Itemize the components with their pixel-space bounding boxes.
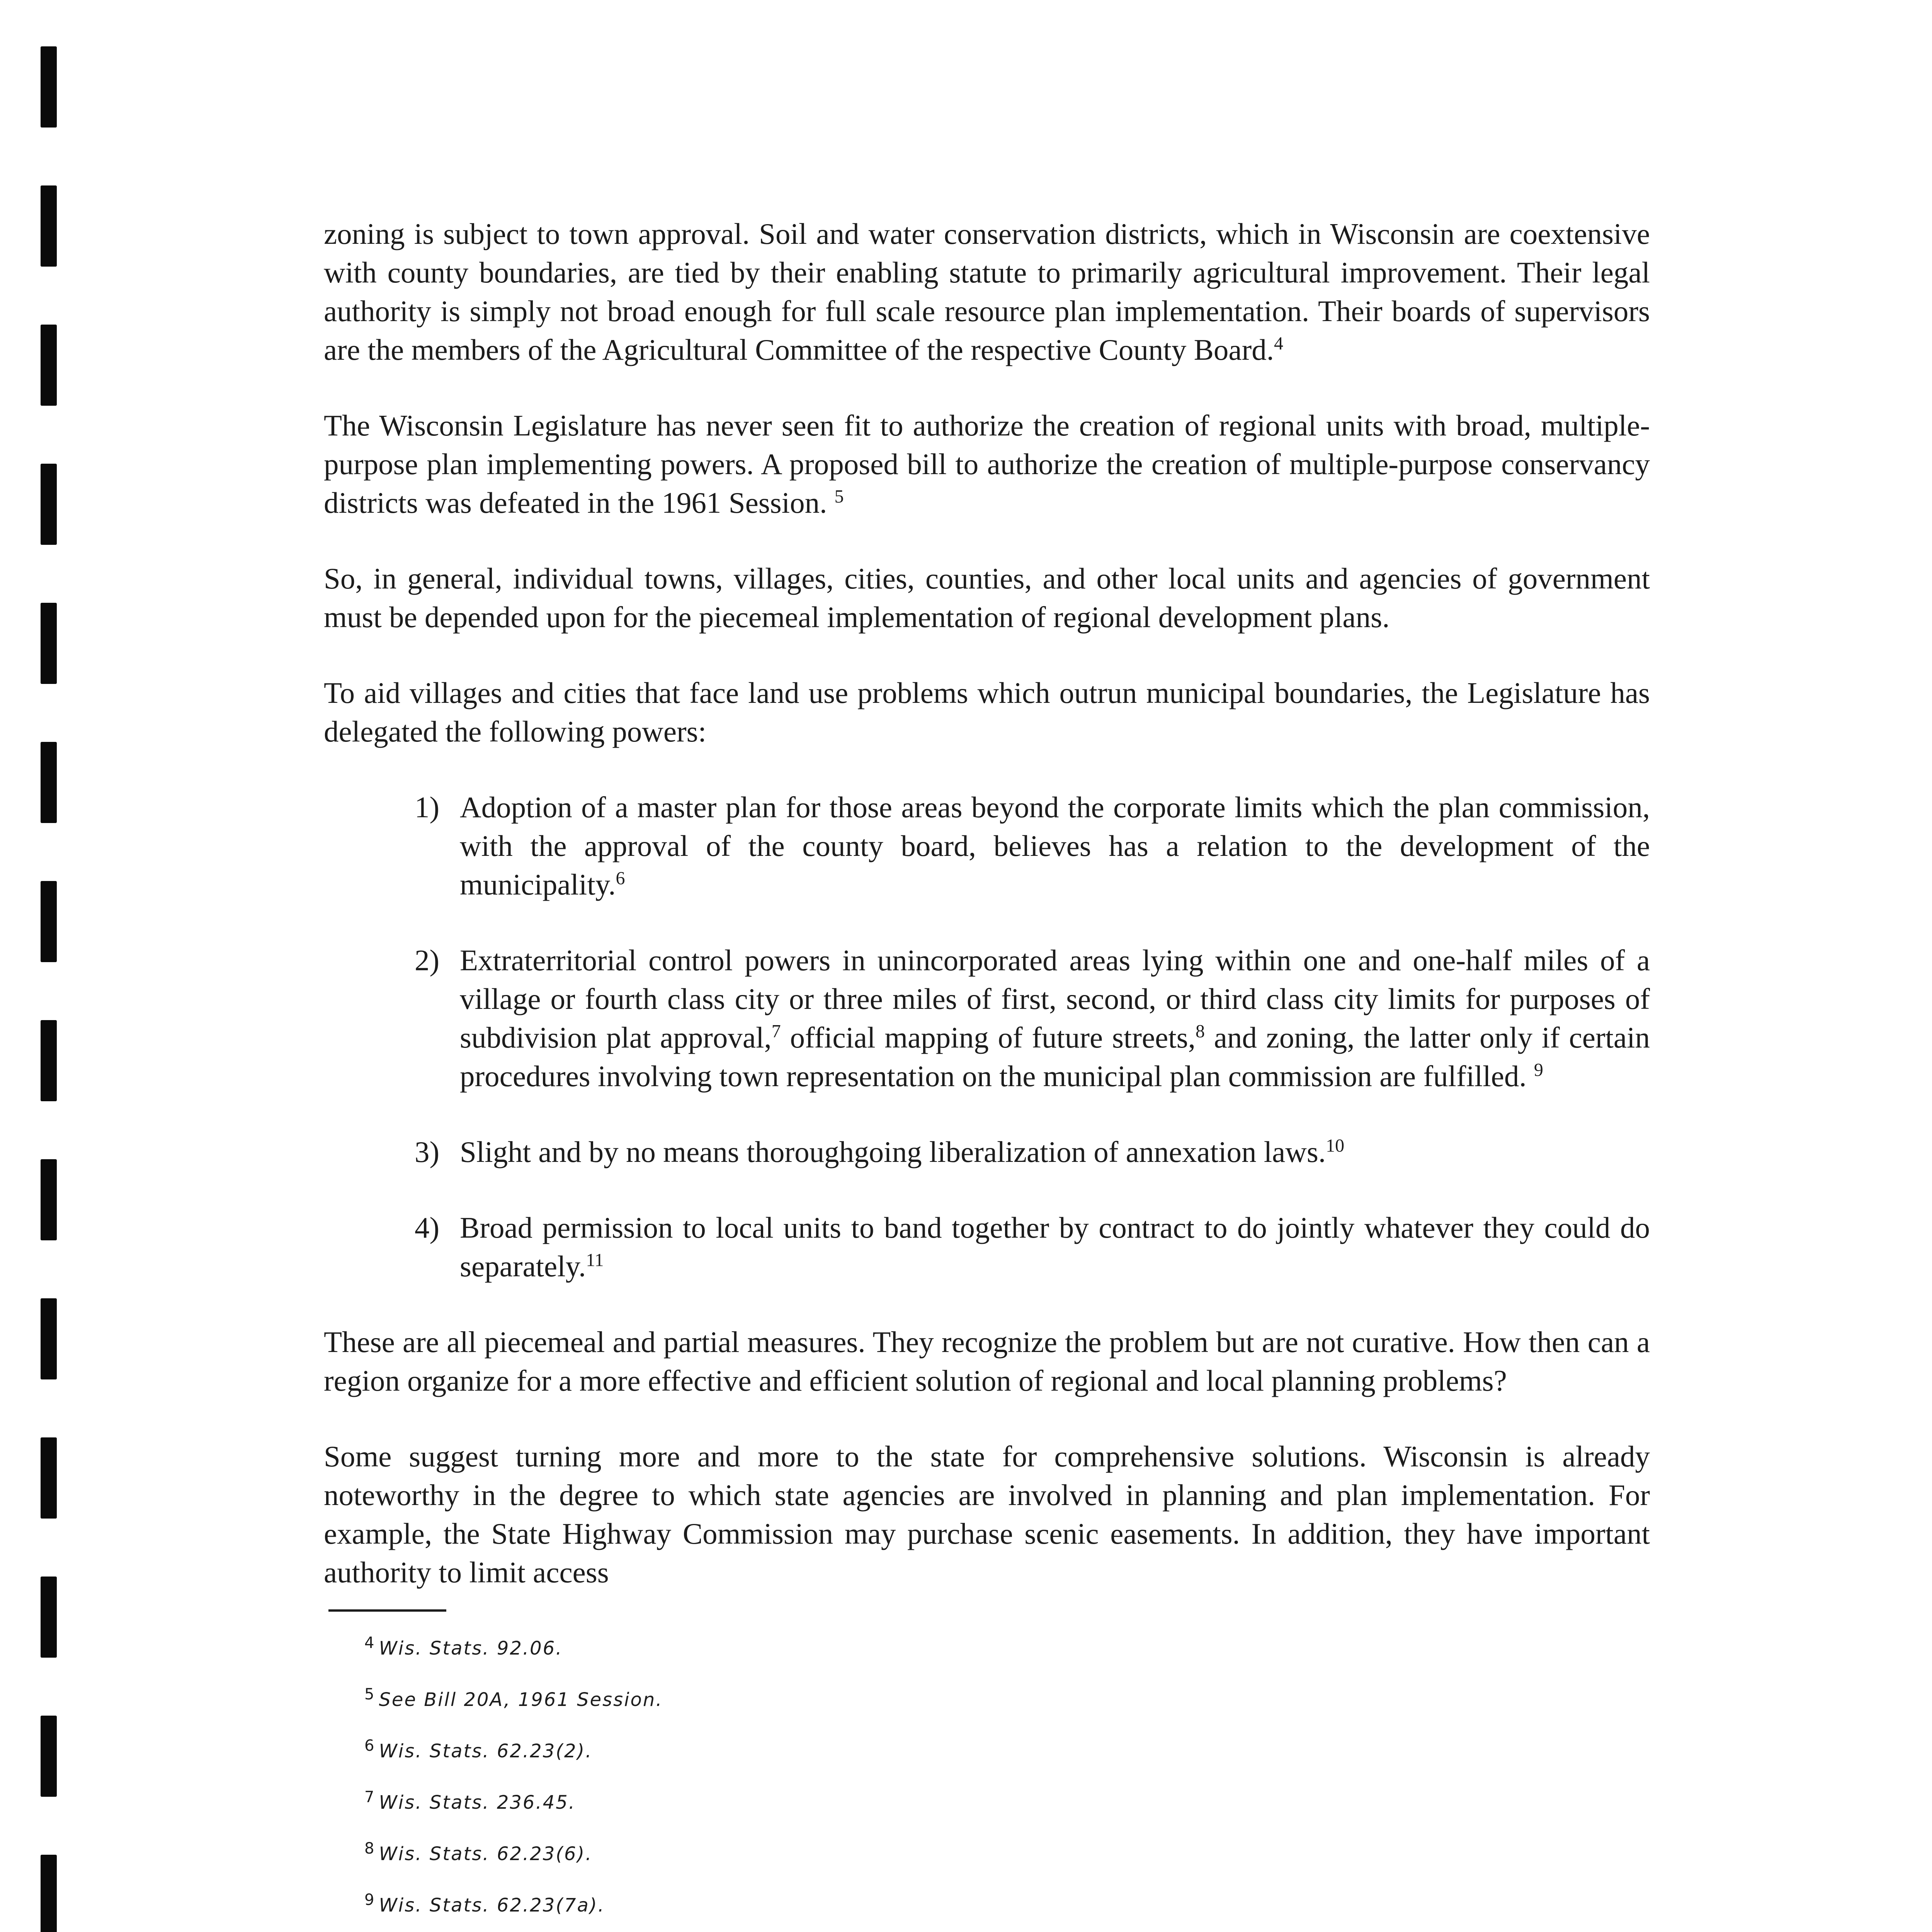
footnote: $^7$ Wis. Stats. 236.45.	[364, 1788, 576, 1813]
list-item: 2) Extraterritorial control powers in unincorporated areas lying within one and one-half miles of a village or fourth class city or three miles of first, second, or third class city limits for purposes of subdivision plat approval,$^7$ official mapping of future streets,$^8$ and zoning, the latter only if certain procedures involving town representation on the municipal plan commission are fulfilled. $^9$	[415, 941, 1650, 1095]
powers-list	[324, 788, 1650, 1286]
list-item: 1) Adoption of a master plan for those areas beyond the corporate limits which the plan commission, with the approval of the county board, believes has a relation to the development of the municipality.$^6$	[415, 788, 1650, 904]
binding-hole	[41, 1159, 57, 1240]
page-body	[324, 214, 1650, 1932]
paragraph: To aid villages and cities that face land use problems which outrun municipal boundaries, the Legislature has delegated the following powers:	[324, 676, 1650, 748]
footnote: $^4$ Wis. Stats. 92.06.	[364, 1634, 563, 1659]
footnote-ref: 6	[616, 868, 625, 889]
list-number: 1)	[415, 791, 440, 824]
paragraph: So, in general, individual towns, villages, cities, counties, and other local units and agencies of government must be depended upon for the piecemeal implementation of regional development plans.	[324, 562, 1650, 634]
paragraph: Some suggest turning more and more to the state for comprehensive solutions. Wisconsin is already noteworthy in the degree to which state agencies are involved in planning and plan implementation. For example, the State Highway Commission may purchase scenic easements. In addition, they have important authority to limit access	[324, 1440, 1650, 1589]
binding-hole	[41, 464, 57, 545]
binding-hole	[41, 1437, 57, 1519]
binding-hole	[41, 185, 57, 267]
list-number: 4)	[415, 1211, 440, 1244]
binding-hole	[41, 603, 57, 684]
footnote-ref: 7	[771, 1021, 781, 1042]
footnote-ref: 9	[1534, 1060, 1543, 1080]
binding-hole	[41, 1716, 57, 1797]
footnote-ref: 10	[1326, 1135, 1345, 1156]
footnote: $^8$ Wis. Stats. 62.23(6).	[364, 1840, 593, 1865]
list-number: 2)	[415, 944, 440, 977]
paragraph: zoning is subject to town approval. Soil and water conservation districts, which in Wisconsin are coextensive with county boundaries, are tied by their enabling statute to primarily agricultural improvement. Their legal authority is simply not broad enough for full scale resource plan implementation. Their boards of supervisors are the members of the Agricultural Committee of the respective County Board.$^4$	[324, 217, 1650, 366]
binding-hole	[41, 1855, 57, 1932]
binding-hole	[41, 325, 57, 406]
footnote: $^5$ See Bill 20A, 1961 Session.	[364, 1685, 663, 1711]
footnote: $^9$ Wis. Stats. 62.23(7a).	[364, 1891, 605, 1916]
list-item: 4) Broad permission to local units to band together by contract to do jointly whatever they could do separately.$^{11}$	[415, 1208, 1650, 1286]
list-item: 3) Slight and by no means thoroughgoing liberalization of annexation laws.$^{10}$	[415, 1133, 1650, 1171]
binding-hole	[41, 742, 57, 823]
footnote-ref: 11	[586, 1250, 604, 1270]
footnote-divider	[328, 1609, 446, 1612]
binding-hole	[41, 881, 57, 962]
footnote: $^6$ Wis. Stats. 62.23(2).	[364, 1737, 593, 1762]
footnote-ref: 5	[834, 486, 844, 507]
footnote-ref: 4	[1274, 333, 1283, 354]
paragraph: The Wisconsin Legislature has never seen fit to authorize the creation of regional units with broad, multiple-purpose plan implementing powers. A proposed bill to authorize the creation of multiple-purpose conservancy districts was defeated in the 1961 Session. $^5$	[324, 409, 1650, 519]
binding-hole	[41, 1298, 57, 1379]
footnotes	[324, 1635, 1650, 1932]
list-number: 3)	[415, 1135, 440, 1168]
footnote-ref: 8	[1195, 1021, 1205, 1042]
binding-hole	[41, 1020, 57, 1101]
binding-hole	[41, 46, 57, 128]
paragraph: These are all piecemeal and partial measures. They recognize the problem but are not curative. How then can a region organize for a more effective and efficient solution of regional and local planning problems?	[324, 1325, 1650, 1397]
binding-hole	[41, 1577, 57, 1658]
binding-holes	[41, 46, 57, 1932]
